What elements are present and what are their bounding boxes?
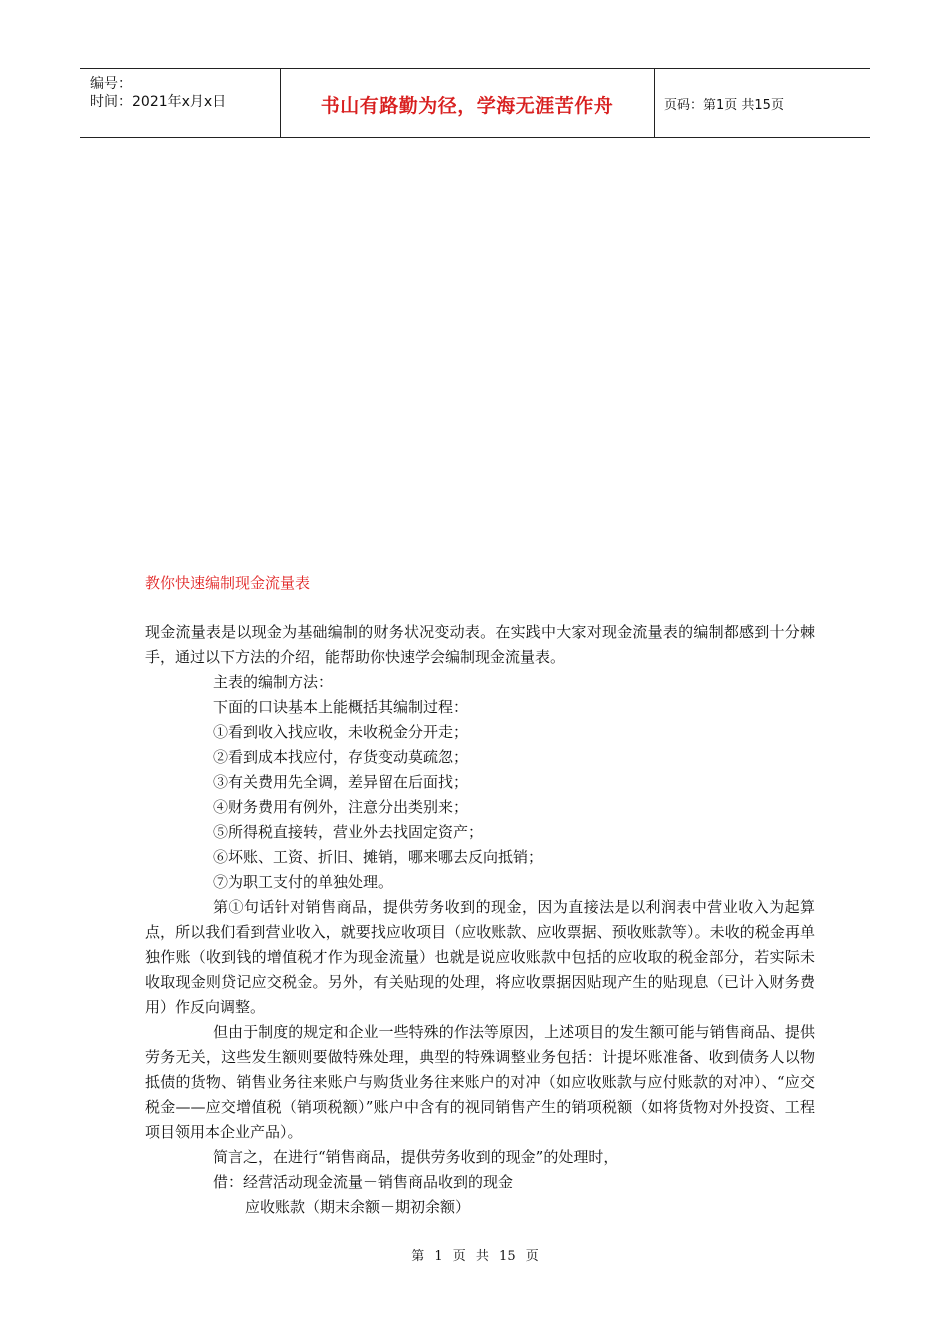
page-header: [80, 68, 870, 138]
rhyme-line-4: ④财务费用有例外，注意分出类别来；: [213, 798, 469, 816]
header-page-info: 页码：第1页 共15页: [664, 98, 784, 113]
header-motto: 书山有路勤为径，学海无涯苦作舟: [320, 95, 614, 117]
rhyme-line-2: ②看到成本找应付，存货变动莫疏忽；: [213, 748, 469, 766]
header-left-cell: [80, 69, 281, 137]
entry-receivable-line: 应收账款（期末余额－期初余额）: [245, 1198, 471, 1216]
rhyme-line-1: ①看到收入找应收，未收税金分开走；: [213, 723, 469, 741]
rhyme-line-3: ③有关费用先全调，差异留在后面找；: [213, 773, 469, 791]
explanation-paragraph-2: 但由于制度的规定和企业一些特殊的作法等原因，上述项目的发生额可能与销售商品、提供劳务无关，这些发生额则要做特殊处理，典型的特殊调整业务包括：计提坏账准备、收到债务人以物抵债的货物、销售业务往来账户与购货业务往来账户的对冲（如应收账款与应付账款的对冲）、“应交税金——应交增值税（销项税额）”账户中含有的视同销售产生的销项税额（如将货物对外投资、工程项目领用本企业产品）。: [145, 1023, 815, 1141]
page-footer: 第 1 页 共 15 页: [411, 1249, 539, 1264]
rhyme-line-6: ⑥坏账、工资、折旧、摊销，哪来哪去反向抵销；: [213, 848, 544, 866]
header-right-cell: [654, 69, 870, 137]
header-middle-cell: [280, 69, 655, 137]
explanation-paragraph-1: 第①句话针对销售商品，提供劳务收到的现金，因为直接法是以利润表中营业收入为起算点，所以我们看到营业收入，就要找应收项目（应收账款、应收票据、预收账款等）。未收的税金再单独作账（收到钱的增值税才作为现金流量）也就是说应收账款中包括的应收取的税金部分，若实际未收取现金则贷记应交税金。另外，有关贴现的处理，将应收票据因贴现产生的贴现息（已计入财务费用）作反向调整。: [145, 898, 815, 1016]
rhyme-line-5: ⑤所得税直接转，营业外去找固定资产；: [213, 823, 484, 841]
section-heading: 主表的编制方法：: [213, 673, 334, 691]
entry-debit-line: 借：经营活动现金流量－销售商品收到的现金: [213, 1173, 514, 1191]
number-label: 编号：: [90, 76, 132, 92]
summary-line: 简言之，在进行“销售商品，提供劳务收到的现金”的处理时，: [213, 1148, 619, 1166]
document-body: [145, 620, 815, 1220]
rhyme-line-7: ⑦为职工支付的单独处理。: [213, 873, 394, 891]
time-label: 时间：2021年x月x日: [90, 94, 227, 110]
document-title: 教你快速编制现金流量表: [145, 574, 311, 592]
intro-paragraph: 现金流量表是以现金为基础编制的财务状况变动表。在实践中大家对现金流量表的编制都感到十分棘手，通过以下方法的介绍，能帮助你快速学会编制现金流量表。: [145, 623, 815, 666]
rhyme-intro: 下面的口诀基本上能概括其编制过程：: [213, 698, 469, 716]
